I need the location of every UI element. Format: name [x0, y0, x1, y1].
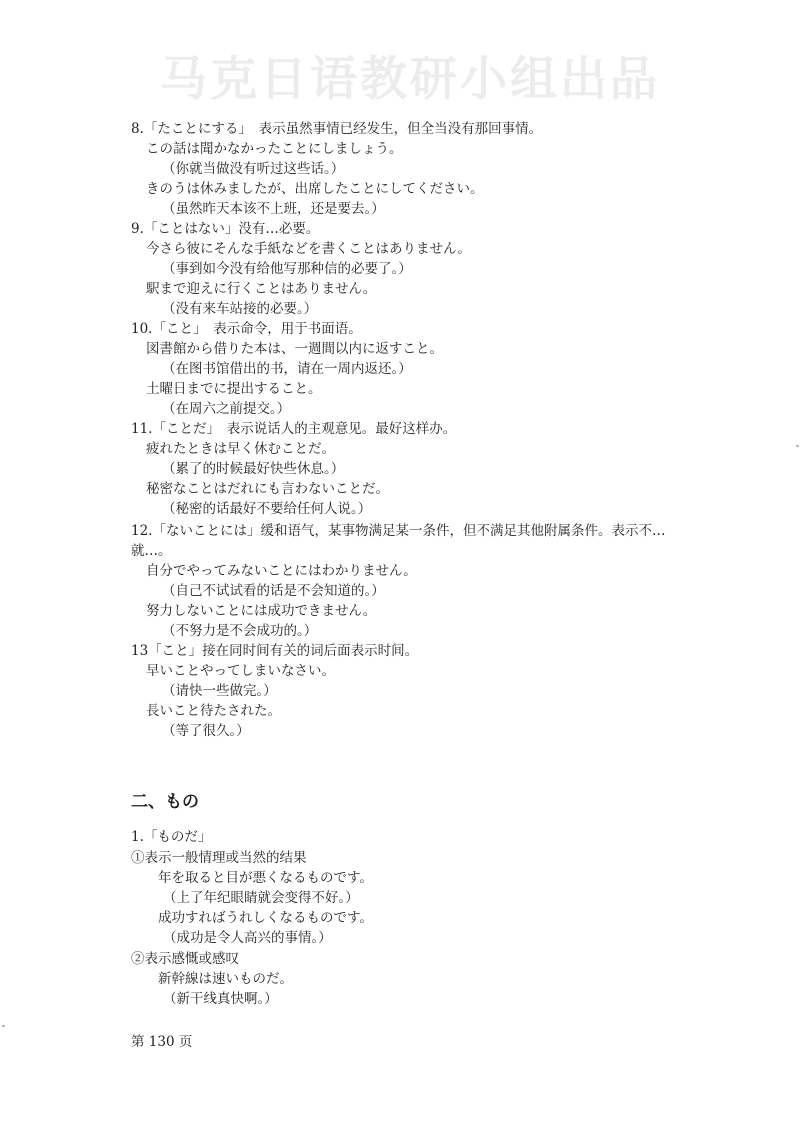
example-cn: （在图书馆借出的书，请在一周内返还。）: [162, 361, 412, 377]
example-cn: （成功是令人高兴的事情。）: [163, 930, 332, 946]
example-cn: （累了的时候最好快些休息。）: [162, 461, 345, 477]
example-jp: 年を取ると目が悪くなるものです。: [158, 870, 373, 886]
section-title: 二、もの: [131, 792, 199, 812]
example-jp: 今さら彼にそんな手紙などを書くことはありません。: [146, 241, 471, 257]
example-jp: 長いこと待たされた。: [146, 703, 281, 719]
grammar-heading-13: 13「こと」接在同时间有关的词后面表示时间。: [131, 643, 419, 659]
page-number: 第 130 页: [131, 1034, 193, 1050]
watermark: 马克日语教研小组出品: [160, 52, 660, 107]
example-cn: （自己不试试看的话是不会知道的。）: [162, 583, 385, 599]
example-jp: 秘密なことはだれにも言わないことだ。: [146, 481, 389, 497]
usage-heading: ②表示感慨或感叹: [131, 951, 239, 967]
example-cn: （秘密的话最好不要给任何人说。）: [162, 501, 372, 517]
grammar-heading-9: 9.「ことはない」没有…必要。: [131, 221, 320, 237]
example-jp: 図書館から借りた本は、一週間以内に返すこと。: [146, 341, 443, 357]
example-jp: 新幹線は速いものだ。: [158, 971, 293, 987]
example-cn: （你就当做没有听过这些话。）: [162, 161, 345, 177]
scan-speck: [2, 1025, 5, 1027]
example-jp: 駅まで迎えに行くことはありません。: [146, 281, 377, 297]
example-jp: 努力しないことには成功できません。: [146, 603, 377, 619]
usage-heading: ①表示一般情理或当然的结果: [131, 850, 307, 866]
grammar-heading-10: 10.「こと」 表示命令，用于书面语。: [131, 321, 362, 337]
example-jp: 成功すればうれしくなるものです。: [158, 910, 373, 926]
example-jp: 早いことやってしまいなさい。: [146, 663, 335, 679]
example-jp: 疲れたときは早く休むことだ。: [146, 441, 335, 457]
example-cn: （虽然昨天本该不上班，还是要去。）: [162, 201, 385, 217]
example-cn: （请快一些做完。）: [162, 683, 277, 699]
example-cn: （在周六之前提交。）: [162, 401, 291, 417]
example-cn: （上了年纪眼睛就会变得不好。）: [163, 890, 359, 906]
grammar-heading-12: 12.「ないことには」缓和语气，某事物满足某一条件，但不满足其他附属条件。表示不…就…。: [131, 523, 666, 559]
example-jp: この話は聞かなかったことにしましょう。: [146, 141, 403, 157]
example-cn: （没有来车站接的必要。）: [162, 301, 318, 317]
example-jp: 土曜日までに提出すること。: [146, 381, 322, 397]
grammar-heading-8: 8.「たことにする」 表示虽然事情已经发生，但全当没有那回事情。: [131, 121, 543, 137]
example-cn: （事到如今没有给他写那种信的必要了。）: [162, 261, 412, 277]
example-jp: きのうは休みましたが、出席したことにしてください。: [146, 181, 484, 197]
example-cn: （不努力是不会成功的。）: [162, 623, 318, 639]
example-cn: （等了很久。）: [162, 723, 250, 739]
grammar-heading-11: 11.「ことだ」 表示说话人的主观意见。最好这样办。: [131, 421, 457, 437]
example-jp: 自分でやってみないことにはわかりません。: [146, 563, 417, 579]
grammar-heading-mono-da: 1.「ものだ」: [131, 829, 212, 845]
scan-speck: [796, 445, 799, 447]
example-cn: （新干线真快啊。）: [163, 991, 278, 1007]
